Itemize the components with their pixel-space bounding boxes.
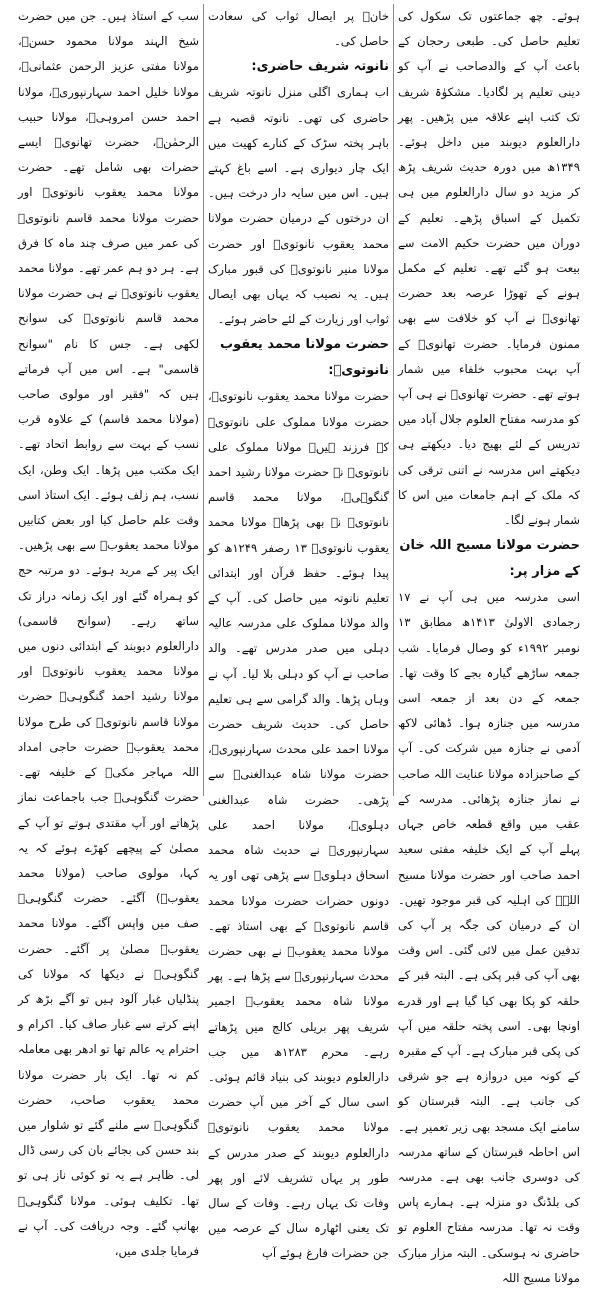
- paragraph: اب ہماری اگلی منزل نانوتہ شریف حاضری کی تھی۔ نانوتہ قصبہ ہے باہر پختہ سڑک کے کنارے کھیت میں ایک چار دیواری ہے۔ اسے باغ کہتے ہیں۔ اس میں سایہ دار درخت ہیں۔ ان درختوں کے درمیان حضرت مولانا محمد یعقوب نانوتویؒ اور حضرت مولانا منیر نانوتویؒ کی قبور مبارک ہیں۔ یہ نصیب کہ یہاں بھی ایصال ثواب اور زیارت کے لئے حاضر ہوئے۔: [208, 85, 389, 327]
- text-column-2: [204, 4, 394, 1261]
- section-heading: نانوتہ شریف حاضری:: [251, 59, 389, 75]
- text-column-1: [394, 4, 584, 1285]
- paragraph: اسی مدرسہ میں ہی آپ نے ۱۷ رجمادی الاولیٰ ۱۴۱۳ھ مطابق ۱۳ نومبر ۱۹۹۲ء کو وصال فرمایا۔ شب جمعہ ساڑھے گیارہ بجے کا وقت تھا۔ جمعہ کے دن بعد از جمعہ اسی مدرسہ میں جنازہ ہوا۔ ڈھائی لاکھ آدمی نے جنازہ میں شرکت کی۔ آپ کے صاحبزادہ مولانا عنایت اللہ صاحب نے نماز جنازہ پڑھائی۔ مدرسہ کے عقب میں واقع قطعہ خاص جہاں پہلے آپ کے ایک خلیفہ مفتی سعید احمد صاحب اور حضرت مولانا مسیح اللہؒ کی اہلیہ کی قبر موجود تھیں۔ ان کے درمیان کی جگہ پر آپ کی تدفین عمل میں لائی گئی۔ اس وقت بھی آپ کی قبر پکی ہے۔ البتہ قبر کے حلقہ کو پکا بھی کیا گیا ہے اور قدرے اونچا بھی۔ اسی پختہ حلقہ میں آپ کی پکی قبر مبارک ہے۔ آپ کے مقبرہ کے کونہ میں دروازہ ہے جو شرقی کی جانب ہے۔ البتہ قبرستان کو سامنے ایک مسجد بھی زیر تعمیر ہے۔ اس احاطہ قبرستان کے ساتھ مدرسہ کی دوسری جانب بھی ہے۔ مدرسہ کی بلڈنگ دو منزلہ ہے۔ ہمارے پاس وقت نہ تھا۔ مدرسہ مفتاح العلوم تو حاضری نہ ہوسکی۔ البتہ مزار مبارک مولانا مسیح اللہ: [398, 590, 581, 1285]
- text-column-3: [14, 4, 204, 1258]
- paragraph: خانؒ پر ایصال ثواب کی سعادت حاصل کی۔: [208, 9, 389, 49]
- section-heading: حضرت مولانا محمد یعقوب نانوتویؒ:: [220, 337, 389, 379]
- section-heading: حضرت مولانا مسیح اللہ خان کے مزار پر:: [399, 538, 580, 580]
- paragraph: حضرت مولانا محمد یعقوب نانوتویؒ، حضرت مولانا مملوک علی نانوتویؒ کے فرزند ہیں۔ مولانا مملوک علی نانوتویؒ نے حضرت مولانا رشید احمد گنگوہیؒ، مولانا محمد قاسم نانوتویؒ نے بھی پڑھا۔ مولانا محمد یعقوب نانوتویؒ ۱۳ رصفر ۱۲۴۹ھ کو پیدا ہوئے۔ حفظ قرآن اور ابتدائی تعلیم نانوتہ میں حاصل کی۔ آپ کے والد مولانا مملوک علی مدرسہ عالیہ دہلی میں صدر مدرس تھے۔ والد صاحب نے آپ کو دہلی بلا لیا۔ آپ نے وہاں پڑھا۔ والد گرامی سے ہی تعلیم حاصل کی۔ حدیث شریف حضرت مولانا احمد علی محدث سہارنپوریؒ، حضرت مولانا شاہ عبدالغنیؒ سے پڑھی۔ حضرت شاہ عبدالغنی دہلویؒ، مولانا احمد علی سہارنپوریؒ نے حدیث شاہ محمد اسحاق دہلویؒ سے پڑھی تھی اور یہ دونوں حضرات حضرت مولانا محمد قاسم نانوتویؒ کے بھی استاذ تھے۔ مولانا محمد یعقوبؒ نے بھی حضرت محدث سہارنپوریؒ سے پڑھا ہے۔ پھر مولانا شاہ محمد یعقوبؒ اجمیر شریف پھر بریلی کالج میں پڑھاتے رہے۔ محرم ۱۲۸۳ھ میں جب دارالعلوم دیوبند کی بنیاد قائم ہوئی۔ اسی سال کے آخر میں آپ حضرت مولانا محمد یعقوب نانوتویؒ دارالعلوم دیوبند کے صدر مدرس کے طور پر یہاں تشریف لائے اور پھر وفات تک یہاں رہے۔ وفات کے سال تک یعنی اٹھارہ سال کے عرصہ میں جن حضرات فارغ ہوئے آپ: [208, 389, 390, 1261]
- paragraph: ہوئے۔ چھ جماعتوں تک سکول کی تعلیم حاصل کی۔ طبعی رحجان کے باعث آپ کے والدصاحب نے آپ کو دینی تعلیم پر لگادیا۔ مشکوٰۃ شریف تک کتب اپنے علاقہ میں پڑھیں۔ پھر دارالعلوم دیوبند میں داخل ہوئے۔ ۱۳۴۹ھ میں دورہ حدیث شریف پڑھ کر مزید دو سال دارالعلوم میں ہی تکمیل کے اسباق پڑھے۔ تعلیم کے دوران میں حضرت حکیم الامت سے بیعت ہو گئے تھے۔ تعلیم کے مکمل ہونے کے تھوڑا عرصہ بعد حضرت تھانویؒ نے آپ کو خلافت سے بھی ممنون فرمایا۔ حضرت تھانویؒ کے آپ بہت محبوب خلفاء میں شمار ہوتے تھے۔ حضرت تھانویؒ نے ہی آپ کو مدرسہ مفتاح العلوم جلال آباد میں تدریس کے لئے بھیج دیا۔ دیکھتے ہی دیکھتے اس مدرسہ نے اتنی ترقی کی کہ ملک کے اہم جامعات میں اس کا شمار ہونے لگا۔: [398, 9, 580, 528]
- paragraph: سب کے استاذ ہیں۔ جن میں حضرت شیخ الہند مولانا محمود حسنؒ، مولانا مفتی عزیز الرحمن عثمانیؒ، مولانا خلیل احمد سہارنپوریؒ، مولانا احمد حسن امروہیؒ، مولانا حبیب الرحمٰنؒ، حضرت تھانویؒ ایسے حضرات بھی شامل تھے۔ حضرت مولانا محمد یعقوب نانوتویؒ اور حضرت مولانا محمد قاسم نانوتویؒ کی عمر میں صرف چند ماہ کا فرق ہے۔ ہر دو ہم عمر تھے۔ مولانا محمد یعقوب نانوتویؒ نے ہی حضرت مولانا محمد قاسم نانوتویؒ کی سوانح لکھی ہے۔ جس کا نام "سوانح قاسمی" ہے۔ اس میں آپ فرماتے ہیں کہ "فقیر اور مولوی صاحب (مولانا محمد قاسم) کے علاوہ قرب نسب کے بہت سے روابط اتحاد تھے۔ ایک مکتب میں پڑھا۔ ایک وطن، ایک نسب، ہم زلف ہوئے۔ ایک استاذ اسی وقت علم حاصل کیا اور بعض کتابیں مولانا محمد یعقوبؒ سے بھی پڑھیں۔ ایک پیر کے مرید ہوئے۔ دو مرتبہ حج کو ہمراہ گئے اور ایک زمانہ دراز تک ساتھ رہے۔ (سوانح قاسمی) دارالعلوم دیوبند کے ابتدائی دنوں میں مولانا محمد یعقوب نانوتویؒ اور مولانا رشید احمد گنگوہیؒ حضرت مولانا قاسم نانوتویؒ کی طرح مولانا محمد یعقوبؒ حضرت حاجی امداد اللہ مہاجر مکیؒ کے خلیفہ تھے۔ حضرت گنگوہیؒ جب باجماعت نماز پڑھاتے اور آپ مقتدی ہوتے تو آپ کے مصلیٰ کے پیچھے کھڑے ہوئے کہ یہ کہا، مولوی صاحب (مولانا محمد یعقوبؒ) آگئے۔ حضرت گنگوہیؒ صف میں واپس آگئے۔ مولانا محمد یعقوبؒ مصلیٰ پر آگئے۔ حضرت گنگوہیؒ نے دیکھا کہ مولانا کی پنڈلیاں غبار آلود ہیں تو آگے بڑھ کر اپنے کرتے سے غبار صاف کیا۔ اکرام و احترام یہ عالم تھا تو ادھر بھی معاملہ کم نہ تھا۔ ایک بار حضرت مولانا محمد یعقوب صاحب، حضرت گنگوہیؒ سے ملنے گئے تو شلوار میں بند حسن کی بجائے بان کی رسی ڈال لی۔ ظاہر ہے یہ تو کوئی ناز ہی تو تھا۔ تکلیف ہوئی۔ مولانا گنگوہیؒ بھانپ گئے۔ وجہ دریافت کی۔ آپ نے فرمایا جلدی میں،: [18, 9, 199, 1258]
